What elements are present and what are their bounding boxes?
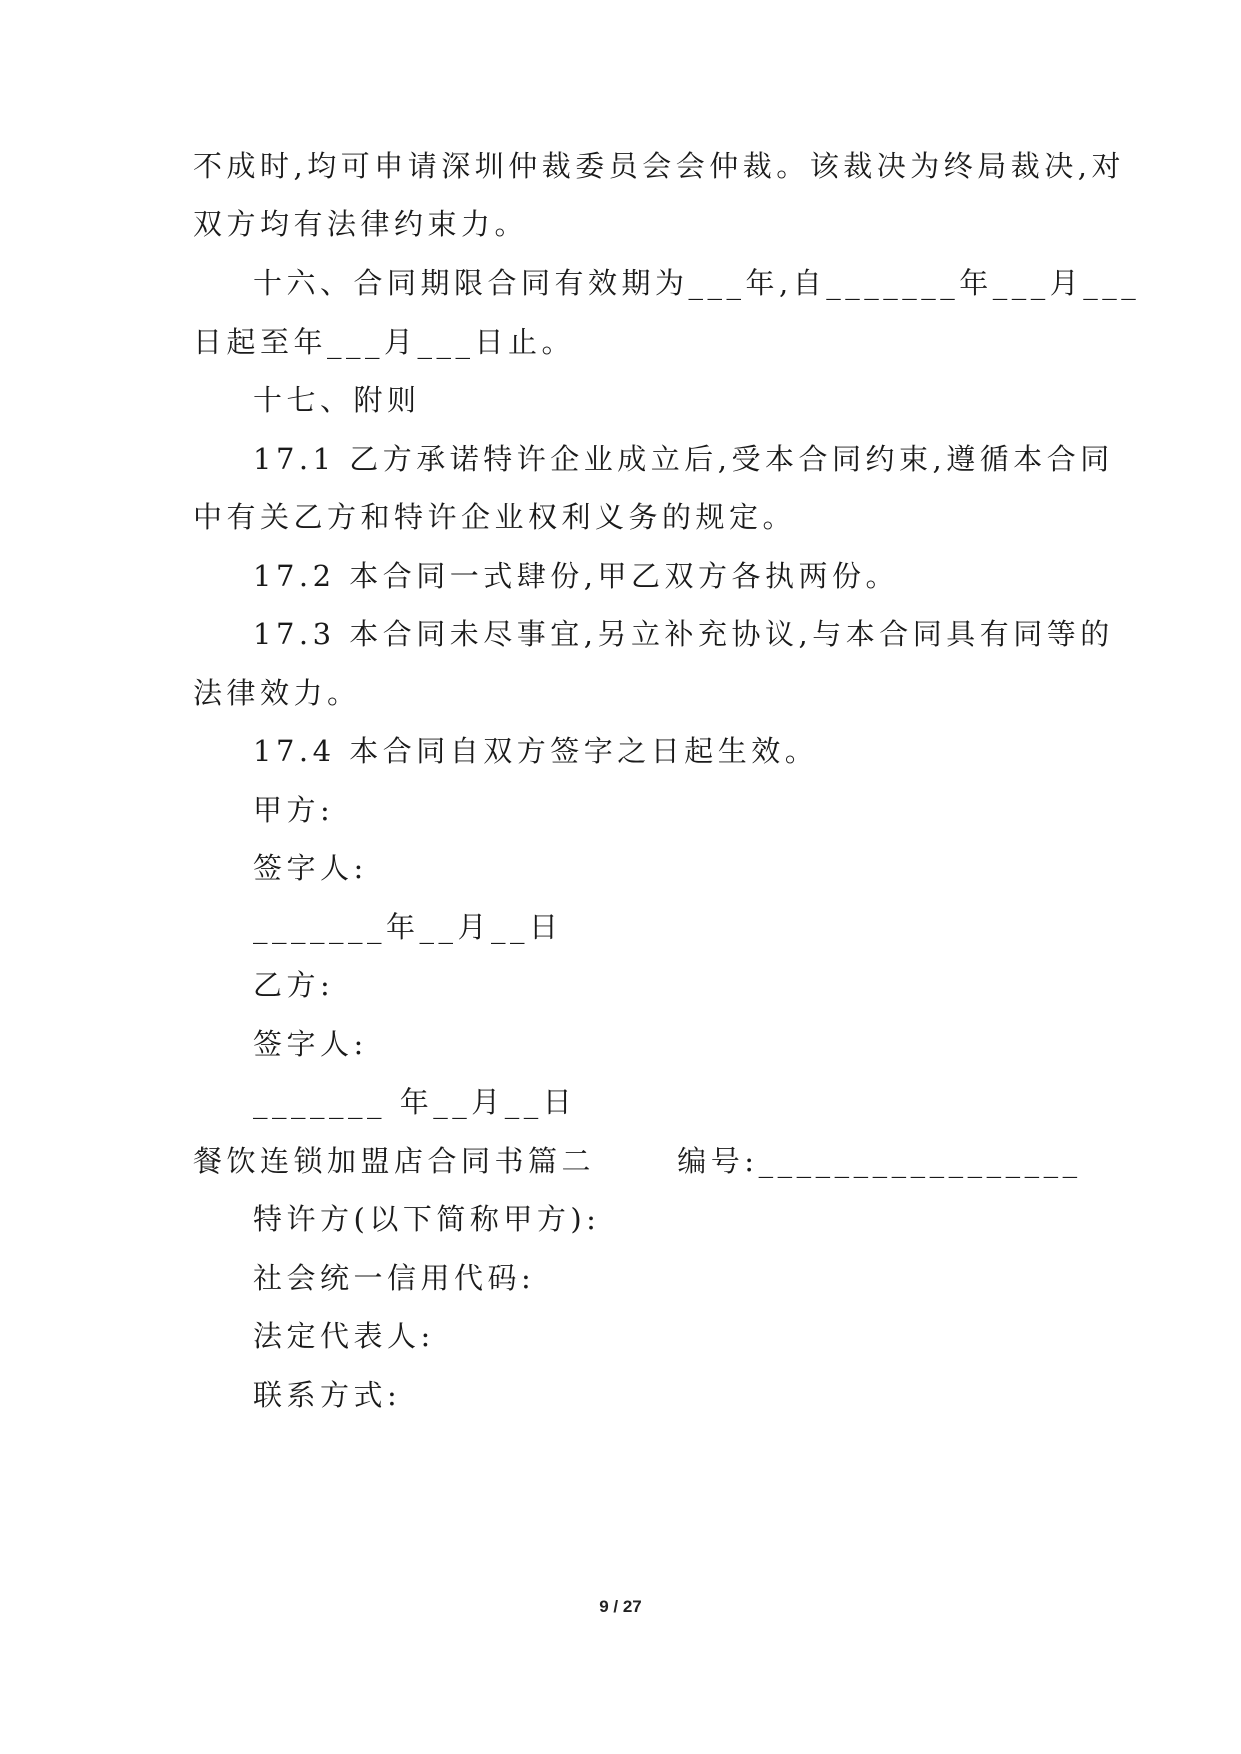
section-two-title: 餐饮连锁加盟店合同书篇二 编号:_________________ <box>193 1144 1082 1178</box>
party-a-signatory-label: 签字人: <box>253 851 368 885</box>
credit-code-label: 社会统一信用代码: <box>253 1261 536 1295</box>
party-b-date-blank: _______ 年__月__日 <box>253 1085 577 1119</box>
clause-17-4-text: 17.4 本合同自双方签字之日起生效。 <box>253 734 819 768</box>
page-number: 9 / 27 <box>599 1597 642 1616</box>
clause-17-3-text: 17.3 本合同未尽事宜,另立补充协议,与本合同具有同等的 <box>253 617 1114 651</box>
party-a-label: 甲方: <box>253 793 335 827</box>
party-b-label: 乙方: <box>253 968 335 1002</box>
franchisor-label: 特许方(以下简称甲方): <box>253 1202 601 1236</box>
contact-label: 联系方式: <box>253 1378 402 1412</box>
clause-16-text: 十六、合同期限合同有效期为___年,自_______年___月___ <box>253 266 1141 300</box>
party-a-date-blank: _______年__月__日 <box>253 910 563 944</box>
legal-representative-label: 法定代表人: <box>253 1319 435 1353</box>
clause-17-1-text: 17.1 乙方承诺特许企业成立后,受本合同约束,遵循本合同 <box>253 442 1114 476</box>
body-text-line: 双方均有法律约束力。 <box>193 207 529 241</box>
body-text-line: 不成时,均可申请深圳仲裁委员会会仲裁。该裁决为终局裁决,对 <box>193 149 1125 183</box>
party-b-signatory-label: 签字人: <box>253 1027 368 1061</box>
clause-17-2-text: 17.2 本合同一式肆份,甲乙双方各执两份。 <box>253 559 900 593</box>
clause-17-heading: 十七、附则 <box>253 383 421 417</box>
body-text-line: 中有关乙方和特许企业权利义务的规定。 <box>193 500 797 534</box>
body-text-line: 法律效力。 <box>193 676 361 710</box>
body-text-line: 日起至年___月___日止。 <box>193 325 576 359</box>
